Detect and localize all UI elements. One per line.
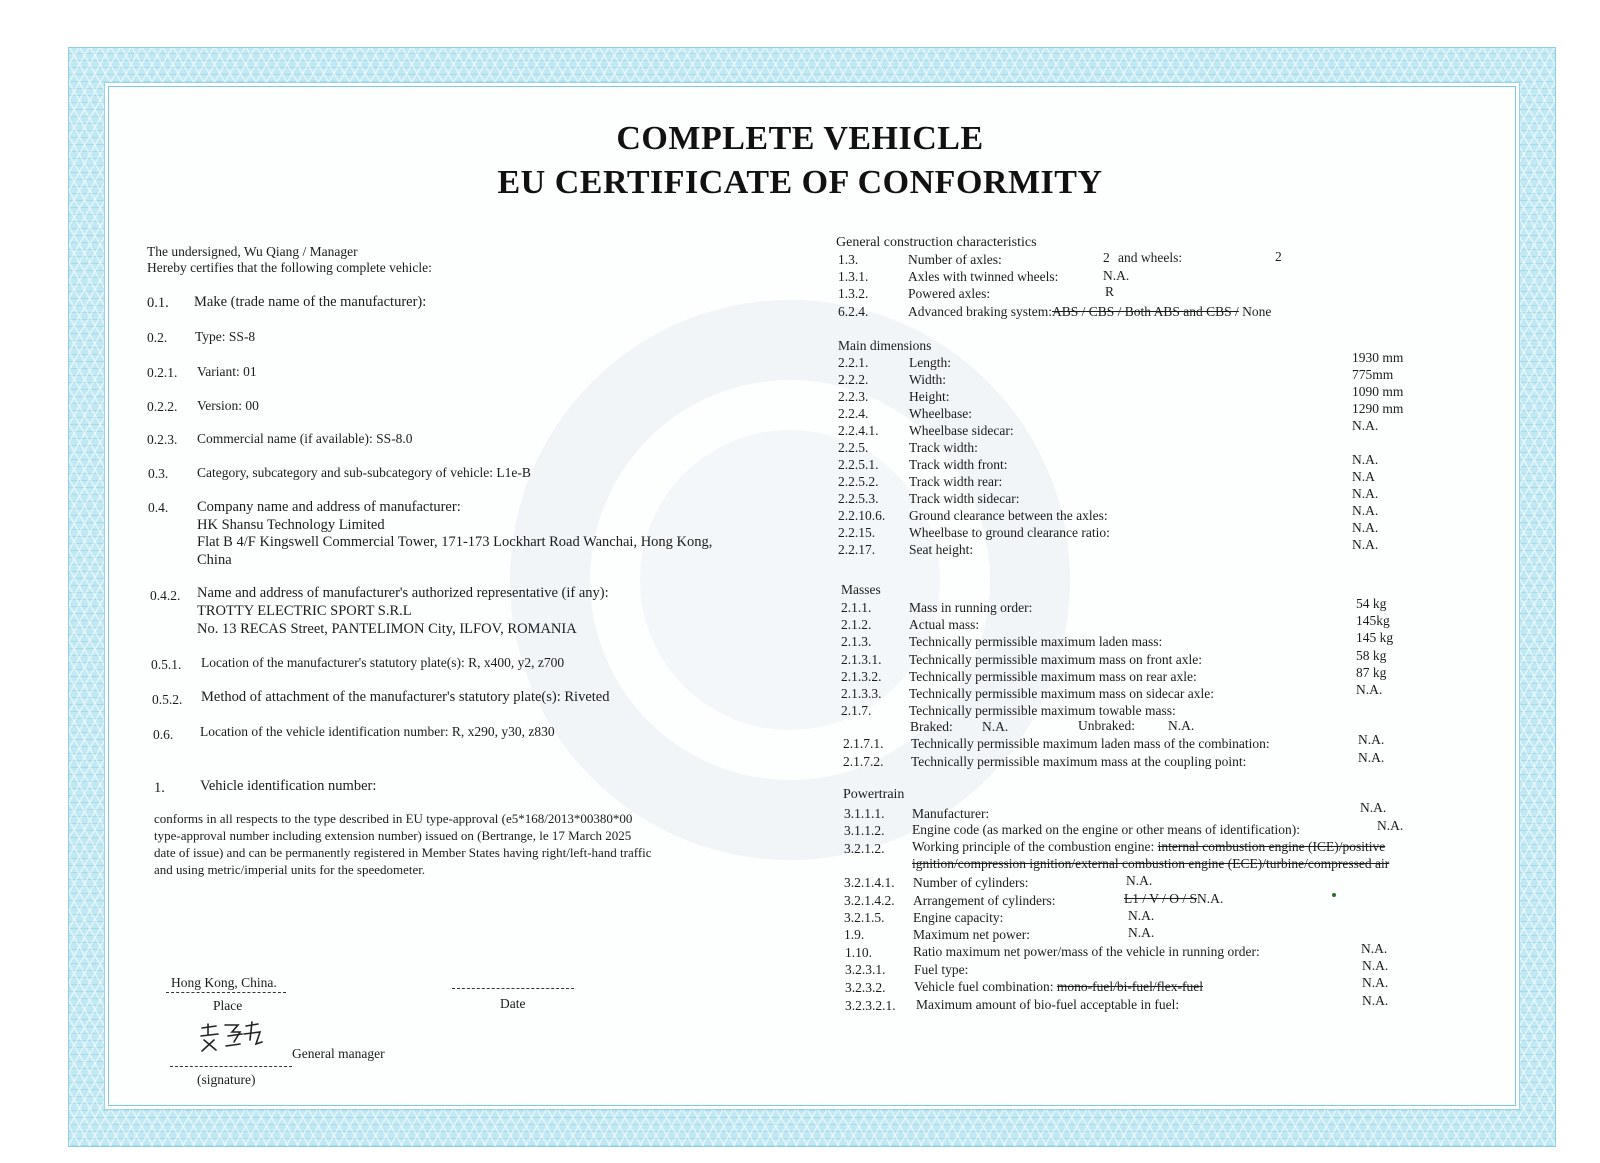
braking-label: Advanced braking system: [908, 304, 1052, 319]
representative-name: TROTTY ELECTRIC SPORT S.R.L [197, 603, 412, 619]
scan-speck [1332, 893, 1336, 897]
pt-principle-label: Working principle of the combustion engine: [912, 839, 1155, 854]
item-number: 0.2. [147, 330, 168, 345]
spec-value: N.A. [1352, 537, 1379, 552]
pt-power-value: N.A. [1128, 925, 1155, 940]
spec-label: Technically permissible maximum mass on sidecar axle: [909, 686, 1214, 701]
spec-number: 2.2.5.1. [838, 457, 879, 472]
signature-label: (signature) [197, 1072, 256, 1087]
spec-value: N.A. [1352, 520, 1379, 535]
item-number: 0.6. [153, 727, 174, 742]
spec-number: 2.2.1. [838, 355, 869, 370]
item-number: 0.4. [148, 500, 169, 515]
spec-label: Technically permissible maximum mass at the coupling point: [911, 753, 1247, 769]
pt-manufacturer-label: Manufacturer: [912, 806, 990, 821]
place-line [166, 992, 286, 993]
item-plate-location: Location of the manufacturer's statutory plate(s): R, x400, y2, z700 [201, 655, 565, 670]
spec-number: 2.1.2. [841, 617, 872, 633]
spec-number: 1.3.1. [838, 269, 869, 284]
spec-number: 3.2.1.5. [844, 910, 885, 925]
manufacturer-address: Flat B 4/F Kingswell Commercial Tower, 171-173 Lockhart Road Wanchai, Hong Kong, [197, 534, 713, 550]
pt-principle-struck-1: internal combustion engine (ICE)/positive [1157, 839, 1386, 854]
pt-arrangement-label: Arrangement of cylinders: [913, 893, 1056, 908]
braking-struck: ABS / CBS / Both ABS and CBS / [1051, 304, 1239, 319]
spec-value: N.A. [1356, 682, 1383, 697]
item-vin-location: Location of the vehicle identification number: R, x290, y30, z830 [200, 724, 555, 739]
spec-label: Technically permissible maximum laden mass: [909, 634, 1163, 650]
spec-label: Height: [909, 389, 950, 404]
item-commercial-name: Commercial name (if available): SS-8.0 [197, 431, 413, 446]
spec-value: 87 kg [1356, 664, 1387, 680]
spec-number: 2.2.4.1. [838, 423, 879, 438]
spec-number: 3.2.3.2. [845, 980, 886, 995]
title-line-2: EU CERTIFICATE OF CONFORMITY [497, 164, 1103, 201]
spec-number: 2.1.7.2. [843, 753, 884, 769]
spec-label: Actual mass: [909, 617, 980, 633]
general-heading: General construction characteristics [836, 235, 1037, 250]
twinned-label: Axles with twinned wheels: [908, 269, 1059, 284]
axles-value: 2 [1103, 250, 1110, 265]
item-number: 0.2.1. [147, 365, 178, 380]
masses-heading: Masses [841, 582, 881, 597]
spec-number: 2.2.5.2. [838, 474, 879, 489]
spec-label: Technically permissible maximum laden mass of the combination: [911, 736, 1270, 751]
manufacturer-country: China [197, 552, 232, 568]
twinned-value: N.A. [1103, 268, 1130, 283]
spec-value: N.A. [1352, 486, 1379, 501]
wheels-label: and wheels: [1118, 250, 1183, 265]
spec-value: 775mm [1352, 367, 1394, 382]
item-plate-attachment: Method of attachment of the manufacturer's statutory plate(s): Riveted [201, 689, 610, 705]
pt-engine-code-label: Engine code (as marked on the engine or other means of identification): [912, 822, 1300, 837]
conformity-line-4: and using metric/imperial units for the speedometer. [154, 862, 426, 877]
spec-number: 2.1.7. [841, 703, 872, 719]
spec-number: 2.1.7.1. [843, 736, 884, 751]
pt-capacity-label: Engine capacity: [913, 910, 1004, 925]
spec-label: Ground clearance between the axles: [909, 508, 1108, 523]
item-number: 0.2.2. [147, 399, 178, 414]
spec-label: Technically permissible maximum mass on front axle: [909, 651, 1202, 667]
spec-value: 1290 mm [1352, 401, 1404, 416]
spec-number: 3.2.1.4.2. [844, 893, 895, 908]
item-manufacturer: Company name and address of manufacturer: [197, 499, 461, 515]
item-type: Type: SS-8 [195, 329, 256, 344]
spec-number: 3.1.1.1. [844, 806, 885, 821]
pt-engine-code-value: N.A. [1377, 818, 1404, 833]
braking-line [908, 304, 1271, 320]
pt-principle-struck-2: ignition/compression ignition/external combustion engine (ECE)/turbine/compressed air [912, 856, 1390, 871]
spec-value: N.A [1352, 469, 1375, 484]
item-number: 0.5.1. [151, 657, 182, 672]
spec-label: Wheelbase to ground clearance ratio: [909, 525, 1110, 540]
powered-label: Powered axles: [908, 286, 991, 301]
unbraked-value: N.A. [1168, 718, 1195, 733]
item-number: 0.5.2. [152, 692, 183, 707]
pt-combination-struck: mono-fuel/bi-fuel/flex-fuel [1056, 979, 1204, 994]
representative-address: No. 13 RECAS Street, PANTELIMON City, ILFOV, ROMANIA [197, 621, 577, 637]
pt-power-label: Maximum net power: [913, 927, 1030, 942]
date-line [452, 988, 574, 989]
place-label: Place [213, 998, 243, 1013]
spec-number: 2.2.5.3. [838, 491, 879, 506]
spec-value: N.A. [1358, 749, 1385, 765]
pt-arrangement-value: N.A. [1197, 891, 1224, 906]
spec-label: Track width: [909, 440, 978, 455]
signature-line [170, 1066, 292, 1067]
braked-value: N.A. [982, 719, 1009, 734]
spec-value: N.A. [1352, 452, 1379, 467]
spec-number: 2.2.4. [838, 406, 869, 421]
pt-arrangement-line [1124, 891, 1223, 907]
spec-number: 2.2.3. [838, 389, 869, 404]
spec-label: Track width sidecar: [909, 491, 1020, 506]
item-category: Category, subcategory and sub-subcategory of vehicle: L1e-B [197, 465, 531, 480]
pt-combination-line [914, 979, 1203, 995]
spec-value: 58 kg [1356, 647, 1387, 663]
pt-cylinders-label: Number of cylinders: [913, 875, 1029, 890]
spec-number: 2.1.3.3. [841, 686, 882, 701]
item-number: 1. [154, 780, 165, 796]
spec-value: N.A. [1358, 732, 1385, 747]
item-vin: Vehicle identification number: [200, 778, 377, 794]
pt-manufacturer-value: N.A. [1360, 800, 1387, 815]
conformity-line-2: type-approval number including extension number) issued on (Bertrange, le 17 March 2025 [154, 828, 632, 843]
item-number: 0.1. [147, 295, 169, 311]
item-number: 0.4.2. [150, 588, 181, 603]
item-representative: Name and address of manufacturer's authorized representative (if any): [197, 585, 609, 601]
manufacturer-name: HK Shansu Technology Limited [197, 517, 385, 533]
pt-principle-line-1 [912, 839, 1385, 855]
spec-label: Technically permissible maximum mass on rear axle: [909, 668, 1197, 684]
date-label: Date [500, 996, 526, 1011]
pt-biofuel-value: N.A. [1362, 993, 1389, 1008]
dimensions-heading: Main dimensions [838, 338, 932, 353]
intro-line-2: Hereby certifies that the following complete vehicle: [147, 260, 432, 275]
spec-value: 54 kg [1356, 596, 1387, 611]
spec-label: Width: [909, 372, 946, 387]
spec-label: Track width front: [909, 457, 1008, 472]
pt-cylinders-value: N.A. [1126, 873, 1153, 888]
spec-label: Technically permissible maximum towable mass: [909, 703, 1176, 719]
spec-number: 3.2.1.4.1. [844, 875, 895, 890]
spec-number: 1.9. [844, 927, 865, 942]
item-number: 0.2.3. [147, 432, 178, 447]
spec-number: 2.2.15. [838, 525, 876, 540]
spec-number: 2.1.3.2. [841, 668, 882, 684]
wheels-value: 2 [1275, 249, 1282, 264]
spec-value: N.A. [1352, 418, 1379, 433]
spec-value: 145 kg [1356, 630, 1394, 646]
spec-number: 2.2.17. [838, 542, 876, 557]
title-line-1: COMPLETE VEHICLE [616, 120, 984, 157]
spec-number: 3.2.3.2.1. [845, 998, 896, 1013]
item-number: 0.3. [148, 466, 169, 481]
pt-capacity-value: N.A. [1128, 908, 1155, 923]
signature-title: General manager [292, 1046, 385, 1061]
spec-number: 2.2.2. [838, 372, 869, 387]
spec-number: 2.1.3. [841, 634, 872, 650]
spec-value: 1930 mm [1352, 350, 1404, 365]
pt-combination-value: N.A. [1362, 975, 1389, 990]
item-variant: Variant: 01 [197, 364, 257, 379]
pt-combination-label: Vehicle fuel combination: [914, 979, 1054, 994]
unbraked-label: Unbraked: [1078, 718, 1135, 733]
conformity-line-1: conforms in all respects to the type described in EU type-approval (e5*168/2013*00380*00 [154, 811, 633, 826]
place-value: Hong Kong, China. [171, 975, 277, 990]
spec-number: 2.1.3.1. [841, 651, 882, 667]
pt-fuel-label: Fuel type: [914, 962, 969, 977]
spec-label: Wheelbase sidecar: [909, 423, 1014, 438]
spec-number: 1.3.2. [838, 286, 869, 301]
intro-line-1: The undersigned, Wu Qiang / Manager [147, 244, 358, 259]
signature-mark [198, 1020, 268, 1056]
item-make: Make (trade name of the manufacturer): [194, 294, 427, 310]
spec-value: 145kg [1356, 613, 1390, 629]
spec-number: 3.2.1.2. [844, 841, 885, 856]
pt-fuel-value: N.A. [1362, 958, 1389, 973]
watermark-emblem-core [640, 430, 940, 730]
spec-label: Wheelbase: [909, 406, 972, 421]
spec-number: 1.3. [838, 252, 859, 267]
spec-number: 3.2.3.1. [845, 962, 886, 977]
conformity-line-3: date of issue) and can be permanently registered in Member States having right/left-hand traffic [154, 845, 652, 860]
braking-value: None [1242, 304, 1272, 319]
spec-value: 1090 mm [1352, 384, 1404, 399]
powered-value: R [1105, 284, 1115, 299]
spec-label: Track width rear: [909, 474, 1003, 489]
spec-number: 2.2.10.6. [838, 508, 886, 523]
pt-ratio-value: N.A. [1361, 941, 1388, 956]
item-version: Version: 00 [197, 398, 259, 413]
pt-biofuel-label: Maximum amount of bio-fuel acceptable in fuel: [916, 997, 1180, 1012]
spec-number: 2.1.1. [841, 600, 872, 615]
spec-number: 2.2.5. [838, 440, 869, 455]
spec-label: Mass in running order: [909, 600, 1033, 615]
spec-number: 6.2.4. [838, 304, 869, 319]
pt-arrangement-struck: L1 / V / O / S [1124, 891, 1198, 906]
spec-label: Seat height: [909, 542, 974, 557]
pt-ratio-label: Ratio maximum net power/mass of the vehicle in running order: [913, 944, 1260, 959]
braked-label: Braked: [910, 719, 953, 734]
powertrain-heading: Powertrain [843, 787, 905, 802]
spec-number: 3.1.1.2. [844, 823, 885, 838]
spec-value: N.A. [1352, 503, 1379, 518]
spec-number: 1.10. [845, 945, 872, 960]
spec-label: Length: [909, 355, 951, 370]
axles-label: Number of axles: [908, 252, 1002, 267]
